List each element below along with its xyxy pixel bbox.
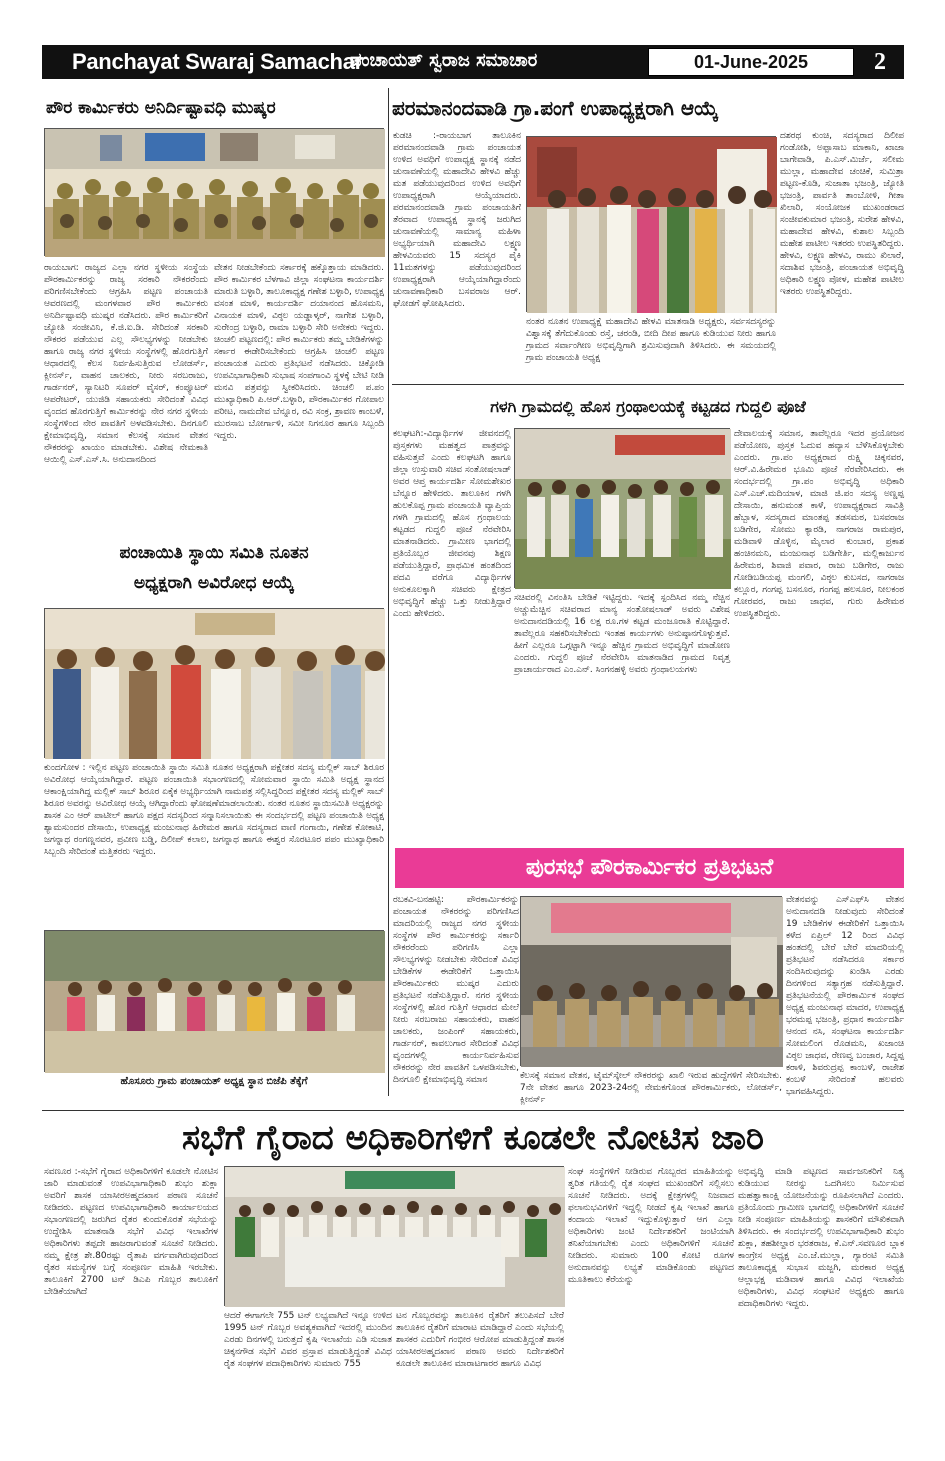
strike-headline: ಪೌರ ಕಾರ್ಮಿಕರು ಅನಿರ್ದಿಷ್ಟಾವಧಿ ಮುಷ್ಕರ bbox=[46, 98, 276, 118]
vp-body-col1: ಕುಡಚಿ :-ರಾಯಬಾಗ ತಾಲೂಕಿನ ಪರಮಾನಂದವಾಡಿ ಗ್ರಾಮ ಪಂಚಾಯತ ಉಳಿದ ಅವಧಿಗೆ ಉಪಾಧ್ಯಕ್ಷ ಸ್ಥಾನಕ್ಕೆ ನಡೆದ ಚುನಾವಣೆಯಲ್ಲಿ ಮಹಾದೇವಿ ಹೇಳವಿ ಹೆಚ್ಚು ಮತ ಪಡೆಯುವುದರಿಂದ ಉಳಿದ ಅವಧಿಗೆ ಉಪಾಧ್ಯಕ್ಷರಾಗಿ ಆಯ್ಕೆಯಾದರು. ಪರಮಾನಂದವಾಡಿ ಗ್ರಾಮ ಪಂಚಾಯತಿಗೆ ತೆರವಾದ ಉಪಾಧ್ಯಕ್ಷ ಸ್ಥಾನಕ್ಕೆ ಜರುಗಿದ ಚುನಾವಣೆಯಲ್ಲಿ ಸಾಮಾನ್ಯ ಮಹಿಳಾ ಅಭ್ಯರ್ಥಿಯಾಗಿ ಮಹಾದೇವಿ ಲಕ್ಷ್ಮಣ ಹೇಳವಿಯವರು 15 ಸದಸ್ಯರ ಪೈಕಿ 11ಮತಗಳನ್ನು ಪಡೆಯುವುದರಿಂದ ಉಪಾಧ್ಯಕ್ಷರಾಗಿ ಆಯ್ಕೆಯಾಗಿದ್ದಾರೆಂದು ಚುನಾವಣಾಧಿಕಾರಿ ಬಸವರಾಜ ಆರ್. ಘೋಡಗೆ ಘೋಷಿಸಿದರು. bbox=[393, 131, 521, 309]
notice-body-col2: ಆದರೆ ಈಗಾಗಲೇ 755 ಟನ್ ಲಭ್ಯವಾಗಿದೆ ಇನ್ನೂ ಉಳಿದ 1995 ಟನ್ ಗೊಬ್ಬರ ಅವಶ್ಯಕವಾಗಿದೆ ಇದರಲ್ಲಿ ಮುಂದಿನ ಎರಡು ದಿನಗಳಲ್ಲಿ ಬರುತ್ತದೆ ಕೃಷಿ ಇಲಾಖೆಯ ಎಡಿ ಸುಜಾತ ಚಿಕ್ಕನಗೌಡ ಸಭೆಗೆ ವಿವರ ಪ್ರಸ್ತಾಪ ಮಾಡುತ್ತಿದ್ದಂತೆ ವಿವಿಧ ರೈತ ಸಂಘಗಳ ಪದಾಧಿಕಾರಿಗಳು ಸುಮಾರು 755 bbox=[224, 1311, 392, 1369]
masthead-title-english: Panchayat Swaraj Samachar bbox=[72, 49, 363, 74]
chairman-headline-line1: ಪಂಚಾಯಿತಿ ಸ್ಥಾಯಿ ಸಮಿತಿ ನೂತನ bbox=[119, 543, 309, 563]
notice-headline: ಸಭೆಗೆ ಗೈರಾದ ಅಧಿಕಾರಿಗಳಿಗೆ ಕೂಡಲೇ ನೋಟಿಸ ಜಾರಿ bbox=[182, 1118, 764, 1158]
strike-photo-image bbox=[45, 129, 385, 257]
notice-body-col3: ಟನ ಗೊಬ್ಬರವನ್ನು ತಾಲೂಕಿನ ರೈತರಿಗೆ ತಲುಪಿಸದೆ ಬೇರೆ ತಾಲೂಕಿನ ರೈತರಿಗೆ ಮಾರಾಟ ಮಾಡಿದ್ದಾರೆ ಎಂದು ಸಭೆಯಲ್ಲಿ ಶಾಸಕರ ಎದುರಿಗೆ ಗಂಭೀರ ಆರೋಪ ಮಾಡುತ್ತಿದ್ದಂತೆ ಶಾಸಕ ಯಾಸೀರಅಹ್ಮದಖಾನ ಪಠಾಣ ಅವರು ನಿರ್ದೇಶಕರಿಗೆ ಕೂಡಲೇ ತಾಲೂಕಿನ ಮಾರಾಟಗಾರರ ಹಾಗೂ ವಿವಿಧ bbox=[396, 1311, 564, 1369]
chairman-photo bbox=[44, 608, 384, 758]
issue-date: 01-June-2025 bbox=[648, 48, 854, 76]
page-number: 2 bbox=[874, 49, 886, 75]
protest-body-mid: ಕೆಲಸಕ್ಕೆ ಸಮಾನ ವೇತನ, ಟೈಮ್‌ಸ್ಕೇಲ್ ನೌಕರರನ್ನು ಖಾಲಿ ಇರುವ ಹುದ್ದೆಗಳಿಗೆ ಸೇರಿಸಬೇಕು. 7ನೇ ವೇತನ ಹಾಗೂ 2023-24ರಲ್ಲಿ ನೇಮಕಗೊಂಡ ಪೌರಕಾರ್ಮಿಕರು, ಲೋಡರ್ಸ್, ಕ್ಲೀನರ್ಸ್ bbox=[520, 1071, 782, 1105]
hosur-photo bbox=[44, 930, 384, 1072]
notice-photo bbox=[224, 1166, 564, 1306]
hosur-photo-image bbox=[45, 931, 385, 1073]
vp-body-mid: ನಂತರ ನೂತನ ಉಪಾಧ್ಯಕ್ಷೆ ಮಹಾದೇವಿ ಹೇಳವಿ ಮಾತನಾಡಿ ಅಧ್ಯಕ್ಷರು, ಸರ್ವಸದಸ್ಯರನ್ನು ವಿಶ್ವಾಸಕ್ಕೆ ತೆಗೆದುಕೊಂಡು ರಸ್ತೆ, ಚರಂಡಿ, ಬೀದಿ ದೀಪ ಹಾಗೂ ಕುಡಿಯುವ ನೀರು ಹಾಗೂ ಗ್ರಾಮದ ಸರ್ವಾಂಗೀಣ ಅಭಿವೃದ್ಧಿಗಾಗಿ ಶ್ರಮಿಸುವುದಾಗಿ ತಿಳಿಸಿದರು. ಈ ಸಮಯದಲ್ಲಿ ಗ್ರಾಮ ಪಂಚಾಯತಿ ಅಧ್ಯಕ್ಷ bbox=[526, 317, 776, 363]
strike-photo bbox=[44, 128, 384, 256]
notice-body-col1: ಸವಣೂರ :-ಸಭೆಗೆ ಗೈರಾದ ಅಧಿಕಾರಿಗಳಿಗೆ ಕೂಡಲೇ ನೋಟಿಸ ಜಾರಿ ಮಾಡುವಂತೆ ಉಪವಿಭಾಗಾಧಿಕಾರಿ ಶುಭಂ ಶುಕ್ಲಾ ಅವರಿಗೆ ಶಾಸಕ ಯಾಸೀರಅಹ್ಮದಖಾನ ಪಠಾಣ ಸೂಚನೆ ನೀಡಿದರು. ಪಟ್ಟಣದ ಉಪವಿಭಾಗಾಧಿಕಾರಿ ಕಾರ್ಯಾಲಯದ ಸಭಾಂಗಣದಲ್ಲಿ ಜರುಗಿದ ರೈತರ ಕುಂದುಕೊರತೆ ಸಭೆಯನ್ನು ಉದ್ದೇಶಿಸಿ ಮಾತನಾಡಿ ಸಭೆಗೆ ವಿವಿಧ ಇಲಾಖೆಗಳ ಅಧಿಕಾರಿಗಳು ತಪ್ಪದೇ ಹಾಜರಾಗುವಂತೆ ಸೂಚನೆ ನೀಡಿದರು. ನಮ್ಮ ಕ್ಷೇತ್ರ ಶೇ.80ರಷ್ಟು ರೈತಾಪಿ ವರ್ಗವಾಗಿರುವುದರಿಂದ ರೈತರ ಸಮಸ್ಯೆಗಳ ಬಗ್ಗೆ ಸಂಪೂರ್ಣ ಮಾಹಿತಿ ಇರಬೇಕು. ತಾಲೂಕಿಗೆ 2700 ಟನ್ ಡಿಎಪಿ ಗೊಬ್ಬರ ತಾಲೂಕಿಗೆ ಬೇಡಿಕೆಯಾಗಿದೆ bbox=[44, 1167, 218, 1297]
library-body-mid: ಸಚಿವರಲ್ಲಿ ವಿನಂತಿಸಿ ಬೇಡಿಕೆ ಇಟ್ಟಿದ್ದರು. ಇದಕ್ಕೆ ಸ್ಪಂದಿಸಿದ ನಮ್ಮ ನೆಚ್ಚಿನ ಅಚ್ಚುಮೆಚ್ಚಿನ ಸಚಿವರಾದ ಮಾನ್ಯ ಸಂತೋಷಲಾಡ್ ಅವರು ವಿಶೇಷ ಅನುದಾನದಡಿಯಲ್ಲಿ 16 ಲಕ್ಷ ರೂ.ಗಳ ಕಟ್ಟಡ ಮಂಜೂರಾತಿ ಕೊಟ್ಟಿದ್ದಾರೆ. ತಾವೆಲ್ಲರೂ ಸಹಕರಿಸಬೇಕೆಂದು ಇಂತಹ ಕಾರ್ಯಗಳು ಅನುಷ್ಠಾನಗೊಳ್ಳುತ್ತವೆ. ಹೀಗೆ ಎಲ್ಲರೂ ಒಗ್ಗಟ್ಟಾಗಿ ಇನ್ನೂ ಹೆಚ್ಚಿನ ಗ್ರಾಮದ ಅಭಿವೃದ್ಧಿಗೆ ಮಾಡೋಣ ಎಂದರು. ಗುದ್ದಲಿ ಪೂಜೆ ನೆರವೇರಿಸಿ ಮಾತನಾಡಿದ ಗ್ರಾಮದ ನಿವೃತ್ತ ಪ್ರಾಚಾರ್ಯರಾದ ಎಂ.ಎನ್. ಸಿಂಗನಹಳ್ಳಿ ಅವರು ಗ್ರಂಥಾಲಯಗಳು bbox=[514, 593, 730, 675]
notice-top-rule bbox=[42, 1110, 904, 1111]
library-headline: ಗಳಗಿ ಗ್ರಾಮದಲ್ಲಿ ಹೊಸ ಗ್ರಂಥಾಲಯಕ್ಕೆ ಕಟ್ಟಡದ ಗುದ್ದಲಿ ಪೂಜೆ bbox=[490, 397, 806, 416]
strike-body-col1: ರಾಯಬಾಗ: ರಾಜ್ಯದ ಎಲ್ಲಾ ನಗರ ಸ್ಥಳೀಯ ಸಂಸ್ಥೆಯ ಪೌರಕಾರ್ಮಿಕರನ್ನು ರಾಜ್ಯ ಸರಕಾರಿ ನೌಕರರೆಂದು ಪರಿಗಣಿಸಬೇಕೆಂದು ಆಗ್ರಹಿಸಿ ಪಟ್ಟಣ ಪಂಚಾಯತಿ ಆವರಣದಲ್ಲಿ ಮಂಗಳವಾರ ಪೌರ ಕಾರ್ಮಿಕರು ಅನಿರ್ದಿಷ್ಟಾವಧಿ ಮುಷ್ಕರ ನಡೆಸಿದರು. ಪೌರ ಕಾರ್ಮಿಕರಿಗೆ ಜ್ಯೋತಿ ಸಂಜೀವಿನಿ, ಕೆ.ಜಿ.ಐ.ಡಿ. ಸೇರಿದಂತೆ ಸರಕಾರಿ ನೌಕರರ ಪಡೆಯುವ ಎಲ್ಲ ಸೌಲಭ್ಯಗಳನ್ನು ನೀಡಬೇಕು ಹಾಗೂ ರಾಜ್ಯ ನಗರ ಸ್ಥಳೀಯ ಸಂಸ್ಥೆಗಳಲ್ಲಿ ಹೊರಗುತ್ತಿಗೆ ಆಧಾರದಲ್ಲಿ ಕೆಲಸ ನಿರ್ವಹಿಸುತ್ತಿರುವ ಲೋಡರ್ಸ್, ಕ್ಲೀನರ್ಸ್, ವಾಹನ ಚಾಲಕರು, ನೀರು ಸರಬರಾಜು, ಗಾರ್ಡನರ್, ಸ್ಯಾನಿಟರಿ ಸೂಪರ್ ವೈಸರ್, ಕಂಪ್ಯೂಟರ್ ಆಪರೇಟರ್, ಯುಜಿಡಿ ಸಹಾಯಕರು ಸೇರಿದಂತೆ ವಿವಿಧ ವೃಂದದ ಹೊರಗುತ್ತಿಗೆ ಕಾರ್ಮಿಕರನ್ನು ನೇರ ನಗರ ಸ್ಥಳೀಯ ಸಂಸ್ಥೆಗಳಿಂದ ನೇರ ಪಾವತಿಗೆ ಅಳವಡಿಸಬೇಕು. ದಿನಗೂಲಿ ಕ್ಷೇಮಾಭಿವೃದ್ಧಿ, ಸಮಾನ ಕೆಲಸಕ್ಕೆ ಸಮಾನ ವೇತನ ನೌಕರರನ್ನು ಖಾಯಂ ಮಾಡಬೇಕು. ವಿಶೇಷ ನೇಮಕಾತಿ ಆಯಿಲ್ಲಿ ಎಸ್.ಎಸ್.ಸಿ. ಅನುದಾನದಿಂದ bbox=[44, 263, 208, 465]
chairman-headline-line2: ಅಧ್ಯಕ್ಷರಾಗಿ ಅವಿರೋಧ ಆಯ್ಕೆ bbox=[133, 573, 295, 593]
vp-photo bbox=[526, 136, 776, 312]
protest-body-col1: ರಬಕವಿ-ಬನಹಟ್ಟಿ: ಪೌರಕಾರ್ಮಿಕರನ್ನು ಪಂಚಾಯತ ನೌಕರರನ್ನು ಪರಿಗಣಿಸಿದ ಮಾದರಿಯಲ್ಲಿ ರಾಜ್ಯದ ನಗರ ಸ್ಥಳೀಯ ಸಂಸ್ಥೆಗಳ ಪೌರ ಕಾರ್ಮಿಕರನ್ನು ಸರ್ಕಾರಿ ನೌಕರರೆಂದು ಪರಿಗಣಿಸಿ ಎಲ್ಲಾ ಸೌಲಭ್ಯಗಳನ್ನು ನೀಡಬೇಕು ಸೇರಿದಂತೆ ವಿವಿಧ ಬೇಡಿಕೆಗಳ ಈಡೇರಿಕೆಗೆ ಒತ್ತಾಯಿಸಿ ಪೌರಕಾರ್ಮಿಕರು ಮುಷ್ಕರ ಎದುರು ಪ್ರತಿಭಟನೆ ನಡೆಸುತ್ತಿದ್ದಾರೆ. ನಗರ ಸ್ಥಳೀಯ ಸಂಸ್ಥೆಗಳಲ್ಲಿ ಹೊರ ಗುತ್ತಿಗೆ ಆಧಾರದ ಮೇಲೆ ನೀರು ಸರಬರಾಜು ಸಹಾಯಕರು, ವಾಹನ ಚಾಲಕರು, ಜಂಪಿಂಗ್ ಸಹಾಯಕರು, ಗಾರ್ಡನರ್, ಕಾವಲುಗಾರ ಸೇರಿದಂತೆ ವಿವಿಧ ವೃಂದಗಳಲ್ಲಿ ಕಾರ್ಯನಿರ್ವಹಿಸುವ ನೌಕರರನ್ನು ನೇರ ಪಾವತಿಗೆ ಒಳಪಡಿಸಬೇಕು, ದಿನಗೂಲಿ ಕ್ಷೇಮಾಭಿವೃದ್ಧಿ ಸಮಾನ bbox=[393, 895, 519, 1085]
library-photo bbox=[514, 428, 730, 588]
library-body-col1: ಕಲಘಟಗಿ:-ವಿದ್ಯಾರ್ಥಿಗಳ ಜೀವನದಲ್ಲಿ ಪುಸ್ತಕಗಳು ಮಹತ್ವದ ಪಾತ್ರವನ್ನು ವಹಿಸುತ್ತವೆ ಎಂದು ಕಲಘಟಗಿ ಹಾಗೂ ಜಿಲ್ಲಾ ಉಸ್ತುವಾರಿ ಸಚಿವ ಸಂತೋಷಲಾಡ್ ಅವರ ಆಪ್ತ ಕಾರ್ಯದರ್ಶಿ ಸೋಮಶೇಖರ ಬೆನ್ನೂರ ಹೇಳಿದರು. ತಾಲೂಕಿನ ಗಳಗಿ ಹುಲಕೊಪ್ಪ ಗ್ರಾಮ ಪಂಚಾಯತಿ ವ್ಯಾಪ್ತಿಯ ಗಳಗಿ ಗ್ರಾಮದಲ್ಲಿ ಹೊಸ ಗ್ರಂಥಾಲಯ ಕಟ್ಟಡದ ಗುದ್ದಲಿ ಪೂಜೆ ನೆರವೇರಿಸಿ ಮಾತನಾಡಿದರು. ಗ್ರಾಮೀಣ ಭಾಗದಲ್ಲಿ ಪ್ರತಿಯೊಬ್ಬರ ಜೀವನವು ಶಿಕ್ಷಣ ಪಡೆಯುತ್ತಿದ್ದಾರೆ, ಪ್ರಾಥಮಿಕ ಹಂತದಿಂದ ಪದವಿ ವರೆಗೂ ವಿದ್ಯಾರ್ಥಿಗಳ ಅನುಕೂಲಕ್ಕಾಗಿ ಸಚಿವರು ಕ್ಷೇತ್ರದ ಅಭಿವೃದ್ಧಿಗೆ ಹೆಚ್ಚು ಒತ್ತು ನೀಡುತ್ತಿದ್ದಾರೆ ಎಂದು ಹೇಳಿದರು. bbox=[393, 429, 511, 619]
library-photo-image bbox=[515, 429, 731, 589]
vp-headline: ಪರಮಾನಂದವಾಡಿ ಗ್ರಾ.ಪಂಗೆ ಉಪಾಧ್ಯಕ್ಷರಾಗಿ ಆಯ್ಕೆ bbox=[392, 96, 719, 120]
notice-body-col4: ಸಂಘ ಸಂಸ್ಥೆಗಳಿಗೆ ನೀಡಿರುವ ಗೊಬ್ಬರದ ಮಾಹಿತಿಯನ್ನು ತ್ವರಿತ ಗತಿಯಲ್ಲಿ ರೈತ ಸಂಘದ ಮುಖಂಡರಿಗೆ ಸಲ್ಲಿಸಲು ಸೂಚನೆ ನೀಡಿದರು. ಅದಕ್ಕೆ ಕ್ಷೇತ್ರಗಳಲ್ಲಿ ನಿಜವಾದ ಫಲಾನುಭವಿಗಳಿಗೆ ಇದ್ದಲ್ಲಿ ನೀಡದೆ ಕೃಷಿ ಇಲಾಖೆ ಹಾಗೂ ಕಂದಾಯ ಇಲಾಖೆ ಇದ್ದುಕೊಳ್ಳುತ್ತಾರೆ ಆಗ ಎಲ್ಲಾ ಅಧಿಕಾರಿಗಳು ಜಂಟಿ ನಿರ್ದೇಶಕರಿಗೆ ಜಂಟಿಯಾಗಿ ತನಿಖೆಯಾಗಬೇಕು ಎಂದು ಅಧಿಕಾರಿಗಳಿಗೆ ಸೂಚನೆ ನೀಡಿದರು. ಸುಮಾರು 100 ಕೋಟಿ ರೂಗಳ ಅನುದಾನವನ್ನು ಲಭ್ಯತೆ ಮಾಡಿಕೊಂಡು ಪಟ್ಟಣದ ಮೂತಿಕಾಲು ಕೆರೆಯನ್ನು bbox=[568, 1167, 734, 1285]
strike-body-col2: ವೇತನ ನೀಡಬೇಕೆಂದು ಸರ್ಕಾರಕ್ಕೆ ಹಕ್ಕೊತ್ತಾಯ ಮಾಡಿದರು. ಪೌರ ಕಾರ್ಮಿಕರ ಬೆಳಗಾವಿ ಜಿಲ್ಲಾ ಸಂಘಟನಾ ಕಾರ್ಯದರ್ಶಿ ಮಾರುತಿ ಬಳ್ಳಾರಿ, ತಾಲೂಕಾಧ್ಯಕ್ಷ ಗಣೇಶ ಬಳ್ಳಾರಿ, ಉಪಾಧ್ಯಕ್ಷ ವಸಂತ ಮಾಳಿ, ಕಾರ್ಯದರ್ಶಿ ದಯಾನಂದ ಹೊಸಮನಿ, ವಿನಾಯಕ ಮಾಳಿ, ವಿಠ್ಠಲ ಯಡ್ಡಾಳ್ಕರ್, ನಾಗೇಶ ಬಳ್ಳಾರಿ, ಸುರೇಂದ್ರ ಬಳ್ಳಾರಿ, ರಾಮಾ ಬಳ್ಳಾರಿ ಸೇರಿ ಅನೇಕರು ಇದ್ದರು. ಚಿಂಚಲಿ ಪಟ್ಟಣದಲ್ಲಿ: ಪೌರ ಕಾರ್ಮಿಕರು ತಮ್ಮ ಬೇಡಿಕೆಗಳನ್ನು ಸರ್ಕಾರ ಈಡೇರಿಸಬೇಕೆಂದು ಆಗ್ರಹಿಸಿ ಚಿಂಚಲಿ ಪಟ್ಟಣ ಪಂಚಾಯತ ಎದುರು ಪ್ರತಿಭಟನೆ ನಡೆಸಿದರು. ಚಿಕ್ಕೋಡಿ ಉಪವಿಭಾಗಾಧಿಕಾರಿ ಸುಭಾಷ ಸಂಪಗಾಂವಿ ಸ್ಥಳಕ್ಕೆ ಬೇಟಿ ನೀಡಿ ಮನವಿ ಪತ್ರವನ್ನು ಸ್ವೀಕರಿಸಿದರು. ಚಿಂಚಲಿ ಪ.ಪಂ ಮುಖ್ಯಾಧಿಕಾರಿ ಪಿ.ಆರ್.ಬಳ್ಳಾರಿ, ಪೌರಕಾರ್ಮಿಕರ ಗೋಪಾಲ ಪರೀಟ, ನಾಮದೇವ ಬೆನ್ನೂರ, ರವಿ ಸಂಕ್ರ, ಶ್ರಾವಣ ಕಾಂಬಳೆ, ಮುರಸಾಬ ಬೋರ್ಗಾಳಿ, ಸಮೀ ನಿಗನೂರ ಹಾಗೂ ಸಿಬ್ಬಂದಿ ಇದ್ದರು. bbox=[214, 263, 384, 441]
protest-photo-image bbox=[521, 897, 783, 1067]
protest-body-col3: ವೇತನವನ್ನು ಎಸ್‌ಎಫ್‌ಸಿ ವೇತನ ಅನುದಾನದಡಿ ನೀಡುವುದು ಸೇರಿದಂತೆ 19 ಬೇಡಿಕೆಗಳ ಈಡೇರಿಕೆಗೆ ಒತ್ತಾಯಿಸಿ ಕಳೆದ ಏಪ್ರಿಲ್ 12 ರಿಂದ ವಿವಿಧ ಹಂತದಲ್ಲಿ ಬೇರೆ ಬೇರೆ ಮಾದರಿಯಲ್ಲಿ ಪ್ರತಿಭಟನೆ ನಡೆಸಿದರೂ ಸರ್ಕಾರ ಸಂದಿಸಿರುವುದನ್ನು ಖಂಡಿಸಿ ಎರಡು ದಿನಗಳಿಂದ ಸತ್ಯಾಗ್ರಹ ನಡೆಸುತ್ತಿದ್ದಾರೆ. ಪ್ರತಿಭಟನೆಯಲ್ಲಿ ಪೌರಕಾರ್ಮಿಕ ಸಂಘದ ಅಧ್ಯಕ್ಷ ಮಂಜುನಾಥ ಮಾದರ, ಉಪಾಧ್ಯಕ್ಷ ಭರಮಪ್ಪ ಭಜಂತ್ರಿ, ಪ್ರಧಾನ ಕಾರ್ಯದರ್ಶಿ ಆನಂದ ನಸಿ, ಸಂಘಟನಾ ಕಾರ್ಯದರ್ಶಿ ಸೋಮಲಿಂಗ ರೊಡಮನಿ, ಖಜಾಂಚಿ ವಿಠ್ಠಲ ಜಾಧವ, ರೇಣವ್ವ ಬಂಜಾರ, ಸಿದ್ದಪ್ಪ ಕರಾಳಿ, ಶಿವರುದ್ರಪ್ಪ ಕಾಂಬಳೆ, ರಾಜೇಶ ಕಂಬಳೆ ಸೇರಿದಂತೆ ಹಲವರು ಭಾಗವಹಿಸಿದ್ದರು. bbox=[786, 895, 904, 1097]
library-body-col3: ದೇವಾಲಯಕ್ಕೆ ಸಮಾನ, ತಾವೆಲ್ಲರೂ ಇದರ ಪ್ರಯೋಜನ ಪಡೆಯೋಣ, ಪುಸ್ತಕ ಓದುವ ಹವ್ಯಾಸ ಬೆಳೆಸಿಕೊಳ್ಳಬೇಕು ಎಂದರು. ಗ್ರಾ.ಪಂ ಅಧ್ಯಕ್ಷರಾದ ರುಕ್ಷ್ಮಿ ಚಿಕ್ಕನವರ, ಆರ್.ವಿ.ಹಿರೇಮಠ ಭೂಮಿ ಪೂಜೆ ನೆರವೇರಿಸಿದರು. ಈ ಸಂದರ್ಭದಲ್ಲಿ ಗ್ರಾ.ಪಂ ಅಭಿವೃದ್ಧಿ ಅಧಿಕಾರಿ ಎಸ್.ಎಚ್.ಮದಿಯಾಳ, ಮಾಜಿ ಜಿ.ಪಂ ಸದಸ್ಯ ಅಣ್ಣಪ್ಪ ದೇಸಾಯಿ, ಹನುಮಂತ ಕಾಳೆ, ಉಪಾಧ್ಯಕ್ಷರಾದ ಸಾವಿತ್ರಿ ಹೆಬ್ಬಾಳ, ಸದಸ್ಯರಾದ ಮಾಂತಪ್ಪ ತಡಸಮಠ, ಬಸವರಾಜ ಬಡಿಗೇರ, ಸೋಮು ಕ್ಯಾರಡಿ, ನಾಗರಾಜ ರಾಮಪುರ, ಮಡಿವಾಳಿ ಡೊಳ್ಳಿನ, ಮೈಲಾರ ಕುಂಬಾರ, ಪ್ರಕಾಶ ಹಂಚಿನಮನಿ, ಮಂಜುನಾಥ ಬಡಿಗೇರ್ತಿ, ಮಲ್ಲಿಕಾರ್ಜುನ ಹಿರೇಮಠ, ಶಿವಾಜಿ ಪವಾರ, ರಾಜು ಬಡಿಗೇರ, ರಾಜು ಗೋಡಿಬಡಿಯಪ್ಪ ಮಂಗಲಿ, ವಿಠ್ಠಲ ಕುಬಸದ, ನಾಗರಾಜ ಕಲ್ಲೂರ, ಗಂಗಪ್ಪ ಬಸನೂರ, ಗಂಗಪ್ಪ ಹಲಸೂರ, ನೀಲಕಂಠ ಗೋರವರ, ರಾಜು ಜಾಧವ, ಗುರು ಹಿರೇಮಠ ಉಪಸ್ಥಿತರಿದ್ದರು. bbox=[734, 429, 904, 619]
vp-photo-image bbox=[527, 137, 777, 313]
column-divider bbox=[388, 88, 389, 1096]
masthead-title-kannada: ಪಂಚಾಯತ್ ಸ್ವರಾಜ ಸಮಾಚಾರ bbox=[350, 50, 538, 71]
vp-bottom-rule bbox=[392, 384, 904, 385]
notice-body-col5: ಅಭಿವೃದ್ಧಿ ಮಾಡಿ ಪಟ್ಟಣದ ಸಾರ್ವಜನಿಕರಿಗೆ ನಿತ್ಯ ಕುಡಿಯುವ ನೀರನ್ನು ಒದಗಿಸಲು ನಿರ್ಮಿಸುವ ಮಹತ್ವಾಕಾಂಕ್ಷಿ ಯೋಜನೆಯನ್ನು ರೂಪಿಸಲಾಗಿದೆ ಎಂದರು. ಪ್ರತಿಯೊಂದು ಗ್ರಾಮೀಣ ಭಾಗದಲ್ಲಿ ಅಧಿಕಾರಿಗಳಿಗೆ ಸೂಚನೆ ನೀಡಿ ಸಂಪೂರ್ಣ ಮಾಹಿತಿಯನ್ನು ಶಾಸಕರಿಗೆ ಮೌಖಿಕವಾಗಿ ತಿಳಿಸಿದರು. ಈ ಸಂದರ್ಭದಲ್ಲಿ ಉಪವಿಭಾಗಾಧಿಕಾರಿ ಶುಭಂ ಶುಕ್ಲಾ, ತಹಶೀಲ್ದಾರ ಭರತರಾಜ, ಕೆ.ಎನ್.ಸವಣೂರ ಬ್ಲಾಕ ಕಾಂಗ್ರೇಸ ಅಧ್ಯಕ್ಷ ಎಂ.ಜೆ.ಮುಲ್ಲಾ, ಗ್ಯಾರಂಟಿ ಸಮಿತಿ ತಾಲೂಕಾಧ್ಯಕ್ಷ ಸುಭಾಸ ಮಜ್ಜಗಿ, ಮರಕಾರ ಅಧ್ಯಕ್ಷ ಆಲ್ಲಾಭಕ್ಷ ಮಡಿವಾಳ ಹಾಗೂ ವಿವಿಧ ಇಲಾಖೆಯ ಅಧಿಕಾರಿಗಳು, ವಿವಿಧ ಸಂಘಟನೆ ಅಧ್ಯಕ್ಷರು ಹಾಗೂ ಪದಾಧಿಕಾರಿಗಳು ಇದ್ದರು. bbox=[738, 1167, 904, 1309]
hosur-photo-caption: ಹೊಸೂರು ಗ್ರಾಮ ಪಂಚಾಯತ್ ಅಧ್ಯಕ್ಷ ಸ್ಥಾನ ಬಿಜೆಪಿ ತೆಕ್ಕೆಗೆ bbox=[120, 1076, 308, 1087]
protest-photo bbox=[520, 896, 782, 1066]
chairman-body: ಕುಂದಗೋಳ : ಇಲ್ಲಿನ ಪಟ್ಟಣ ಪಂಚಾಯಿತಿ ಸ್ಥಾಯಿ ಸಮಿತಿ ನೂತನ ಅಧ್ಯಕ್ಷರಾಗಿ ಪಕ್ಷೇತರ ಸದಸ್ಯ ಮಲ್ಲಿಕ್ ಸಾಬ್ ಶಿರೂರ ಅವಿರೋಧ ಆಯ್ಕೆಯಾಗಿದ್ದಾರೆ. ಪಟ್ಟಣ ಪಂಚಾಯಿತಿ ಸಭಾಂಗಣದಲ್ಲಿ ಸೋಮವಾರ ಸ್ಥಾಯಿ ಸಮಿತಿ ಅಧ್ಯಕ್ಷ ಸ್ಥಾನದ ಆಕಾಂಕ್ಷಿಯಾಗಿದ್ದ ಮಲ್ಲಿಕ್ ಸಾಬ್ ಶಿರೂರ ಏಕೈಕ ಅಭ್ಯರ್ಥಿಯಾಗಿ ನಾಮಪತ್ರ ಸಲ್ಲಿಸಿದ್ದರಿಂದ ಪಕ್ಷೇತರ ಸದಸ್ಯ ಮಲ್ಲಿಕ್ ಸಾಬ್ ಶಿರೂರ ಅವರನ್ನು ಅವಿರೋಧ ಆಯ್ಕೆ ಆಗಿದ್ದಾರೆಂದು ಘೋಷಣೆಮಾಡಲಾಯಿತು. ನಂತರ ನೂತನ ಸ್ಥಾಯಿಸಮಿತಿ ಅಧ್ಯಕ್ಷರನ್ನು ಶಾಸಕ ಎಂ ಆರ್ ಪಾಟೀಲ್ ಹಾಗೂ ಪಕ್ಷದ ಸದಸ್ಯರಿಂದ ಸನ್ಮಾನಿಸಲಾಯಿತು ಈ ಸಂದರ್ಭದಲ್ಲಿ ಪಟ್ಟಣ ಪಂಚಾಯಿತಿ ಅಧ್ಯಕ್ಷ ಶ್ಯಾಮಸುಂದರ ದೇಸಾಯಿ, ಉಪಾಧ್ಯಕ್ಷ ಮಂಜುನಾಥ ಹಿರೇಮಠ ಹಾಗೂ ಸದಸ್ಯರಾದ ವಾಣಿ ಗಂಗಾಯಿ, ಗಣೇಶ ಕೋಕಾಟಿ, ಜಗನ್ನಾಥ ರಂಗಣ್ಣನವರ, ಪ್ರವೀಣ ಬಡ್ಡಿ, ದಿಲೀಪ್ ಕಲಾಲ, ಜಗನ್ನಾಥ ಹಾಗೂ ಈಶ್ವರ ಸೊರಟೂರ ಪಪಂ ಮುಖ್ಯಾಧಿಕಾರಿ ಸಿಬ್ಬಂದಿ ಸೇರಿದಂತೆ ಮತ್ತಿತರರು ಇದ್ದರು. bbox=[44, 763, 384, 857]
vp-body-col3: ದಶರಥ ಕುಂಚಿ, ಸದಸ್ಯರಾದ ದಿಲೀಪ ಗಂಡೋಶಿ, ಅಪ್ಪಾಸಾಬ ಮಾಕಾನಿ, ಖಾಜಾ ಬಾಗೇವಾಡಿ, ಪಿ.ಎಸ್.ಮಿರ್ಜೆ, ಸಲೀಮ ಮುಲ್ಲಾ, ಮಹಾದೇವ ಚಂಚಿಕೆ, ಸುಮಿತ್ರಾ ಪಟ್ಟಣ-ಕೊಡಿ, ಸುಜಾತಾ ಭಜಂತ್ರಿ, ಜ್ಯೋತಿ ಭಜಂತ್ರಿ, ಪಾರ್ವತಿ ತಾಂಬೋಳಿ, ಗೀತಾ ಖಿಲಾರಿ, ಸಂಯೋಜಕ ಮುಖಂಡರಾದ ಸಂಜೀವಕುಮಾರ ಭಜಂತ್ರಿ, ಸುರೇಶ ಹೇಳವಿ, ಮಹಾದೇವ ಹೇಳವಿ, ಕುಶಾಲ ಸಿಬ್ಬಂದಿ ಮಹೇಶ ಪಾಟೀಲ ಇತರರು ಉಪಸ್ಥಿತರಿದ್ದರು. ಹೇಳವಿ, ಲಕ್ಷ್ಮಣ ಹೇಳವಿ, ರಾಮು ಖಿಲಾರೆ, ಸದಾಶಿವ ಭಜಂತ್ರಿ, ಪಂಚಾಯತ ಅಭಿವೃದ್ಧಿ ಅಧಿಕಾರಿ ಲಕ್ಷ್ಮಣ ಪೋಳ, ಮಹೇಶ ಪಾಟೀಲ ಇತರರು ಉಪಸ್ಥಿತರಿದ್ದರು. bbox=[780, 131, 904, 297]
notice-photo-image bbox=[225, 1167, 565, 1307]
protest-headline: ಪುರಸಭೆ ಪೌರಕಾರ್ಮಿಕರ ಪ್ರತಿಭಟನೆ bbox=[395, 848, 904, 888]
chairman-photo-image bbox=[45, 609, 385, 759]
